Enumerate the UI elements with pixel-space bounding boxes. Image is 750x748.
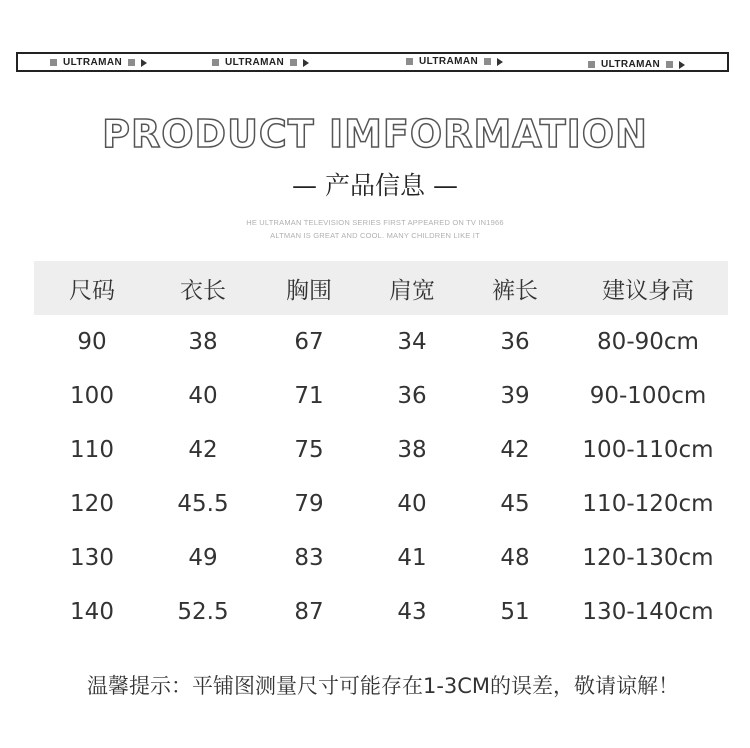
play-arrow-icon	[141, 59, 147, 67]
cell-pants-length: 48	[500, 545, 530, 571]
cell-size: 90	[77, 329, 107, 355]
cell-shoulder: 40	[397, 491, 427, 517]
gray-square-icon	[212, 59, 219, 66]
gray-square-icon	[484, 58, 491, 65]
table-header-row	[34, 261, 728, 315]
gray-square-icon	[406, 58, 413, 65]
column-header-pants-length: 裤长	[492, 277, 538, 304]
cell-shoulder: 34	[397, 329, 427, 355]
cell-height: 80-90cm	[597, 329, 699, 355]
table-row	[34, 369, 728, 423]
gray-square-icon	[588, 61, 595, 68]
page-subtitle: — 产品信息 —	[292, 171, 458, 200]
cell-height: 110-120cm	[582, 491, 714, 517]
table-row	[34, 585, 728, 639]
cell-shoulder: 41	[397, 545, 427, 571]
cell-height: 100-110cm	[582, 437, 714, 463]
cell-size: 120	[70, 491, 114, 517]
cell-shoulder: 38	[397, 437, 427, 463]
gray-square-icon	[50, 59, 57, 66]
gray-square-icon	[666, 61, 673, 68]
cell-length: 42	[188, 437, 218, 463]
cell-height: 90-100cm	[589, 383, 707, 409]
cell-length: 40	[188, 383, 218, 409]
column-header-size: 尺码	[69, 277, 115, 304]
gray-square-icon	[290, 59, 297, 66]
cell-pants-length: 51	[500, 599, 530, 625]
play-arrow-icon	[303, 59, 309, 67]
page-title: PRODUCT IMFORMATION	[102, 112, 648, 156]
table-row	[34, 477, 728, 531]
column-header-length: 衣长	[180, 277, 226, 304]
cell-height: 130-140cm	[582, 599, 714, 625]
play-arrow-icon	[679, 61, 685, 69]
cell-chest: 79	[294, 491, 324, 517]
brand-item	[588, 59, 685, 70]
cell-chest: 67	[294, 329, 324, 355]
brand-item	[50, 57, 147, 68]
cell-shoulder: 43	[397, 599, 427, 625]
cell-size: 130	[70, 545, 114, 571]
measurement-note: 温馨提示：平铺图测量尺寸可能存在1-3CM的误差，敬请谅解！	[86, 674, 680, 698]
brand-label: ULTRAMAN	[419, 56, 479, 67]
cell-shoulder: 36	[397, 383, 427, 409]
cell-pants-length: 45	[500, 491, 530, 517]
gray-square-icon	[128, 59, 135, 66]
table-row	[34, 315, 728, 369]
cell-chest: 83	[294, 545, 324, 571]
cell-chest: 87	[294, 599, 324, 625]
brand-label: ULTRAMAN	[63, 57, 123, 68]
column-header-shoulder: 肩宽	[389, 277, 435, 304]
column-header-recommended-height: 建议身高	[602, 277, 694, 304]
brand-item	[406, 56, 503, 67]
tagline-line-2: ALTMAN IS GREAT AND COOL. MANY CHILDREN LIKE IT	[270, 231, 480, 240]
cell-pants-length: 39	[500, 383, 530, 409]
cell-pants-length: 42	[500, 437, 530, 463]
cell-pants-length: 36	[500, 329, 530, 355]
table-row	[34, 531, 728, 585]
cell-length: 38	[188, 329, 218, 355]
brand-label: ULTRAMAN	[601, 59, 661, 70]
cell-chest: 71	[294, 383, 324, 409]
cell-length: 52.5	[177, 599, 229, 625]
cell-length: 49	[188, 545, 218, 571]
column-header-chest: 胸围	[286, 277, 332, 304]
cell-height: 120-130cm	[582, 545, 714, 571]
play-arrow-icon	[497, 58, 503, 66]
brand-item	[212, 57, 309, 68]
cell-size: 110	[70, 437, 114, 463]
brand-label: ULTRAMAN	[225, 57, 285, 68]
brand-banner	[16, 52, 729, 72]
size-chart-table	[34, 261, 728, 639]
tagline-line-1: HE ULTRAMAN TELEVISION SERIES FIRST APPEARED ON TV IN1966	[246, 218, 504, 227]
cell-chest: 75	[294, 437, 324, 463]
cell-size: 140	[70, 599, 114, 625]
cell-length: 45.5	[177, 491, 229, 517]
table-row	[34, 423, 728, 477]
cell-size: 100	[70, 383, 114, 409]
